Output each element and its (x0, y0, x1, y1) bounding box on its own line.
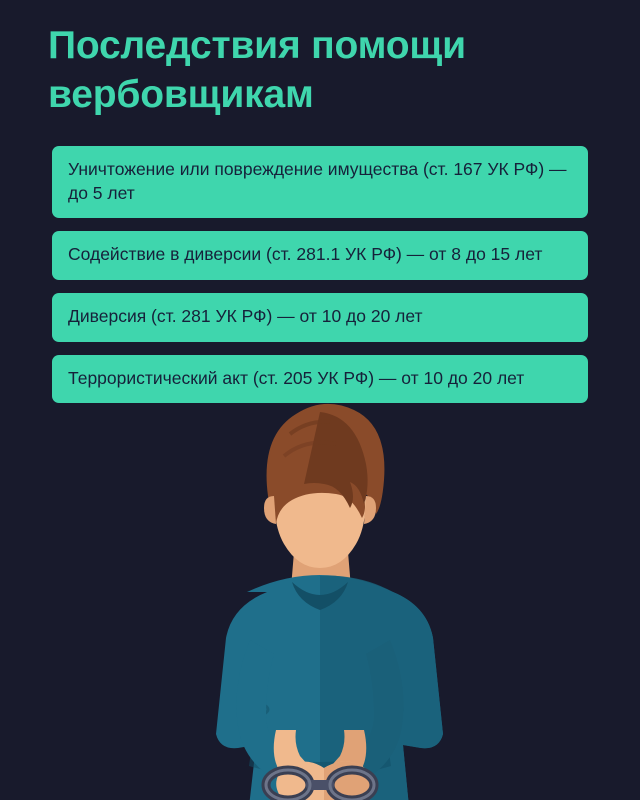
penalty-card: Террористический акт (ст. 205 УК РФ) — от 10 до 20 лет (52, 355, 588, 404)
teenager-in-handcuffs-illustration (0, 400, 640, 800)
penalty-card: Диверсия (ст. 281 УК РФ) — от 10 до 20 лет (52, 293, 588, 342)
page-title: Последствия помощи вербовщикам (48, 24, 466, 116)
penalty-card: Уничтожение или повреждение имущества (ст. 167 УК РФ) — до 5 лет (52, 146, 588, 218)
penalty-card-list (52, 146, 588, 416)
penalty-card: Содействие в диверсии (ст. 281.1 УК РФ) — от 8 до 15 лет (52, 231, 588, 280)
